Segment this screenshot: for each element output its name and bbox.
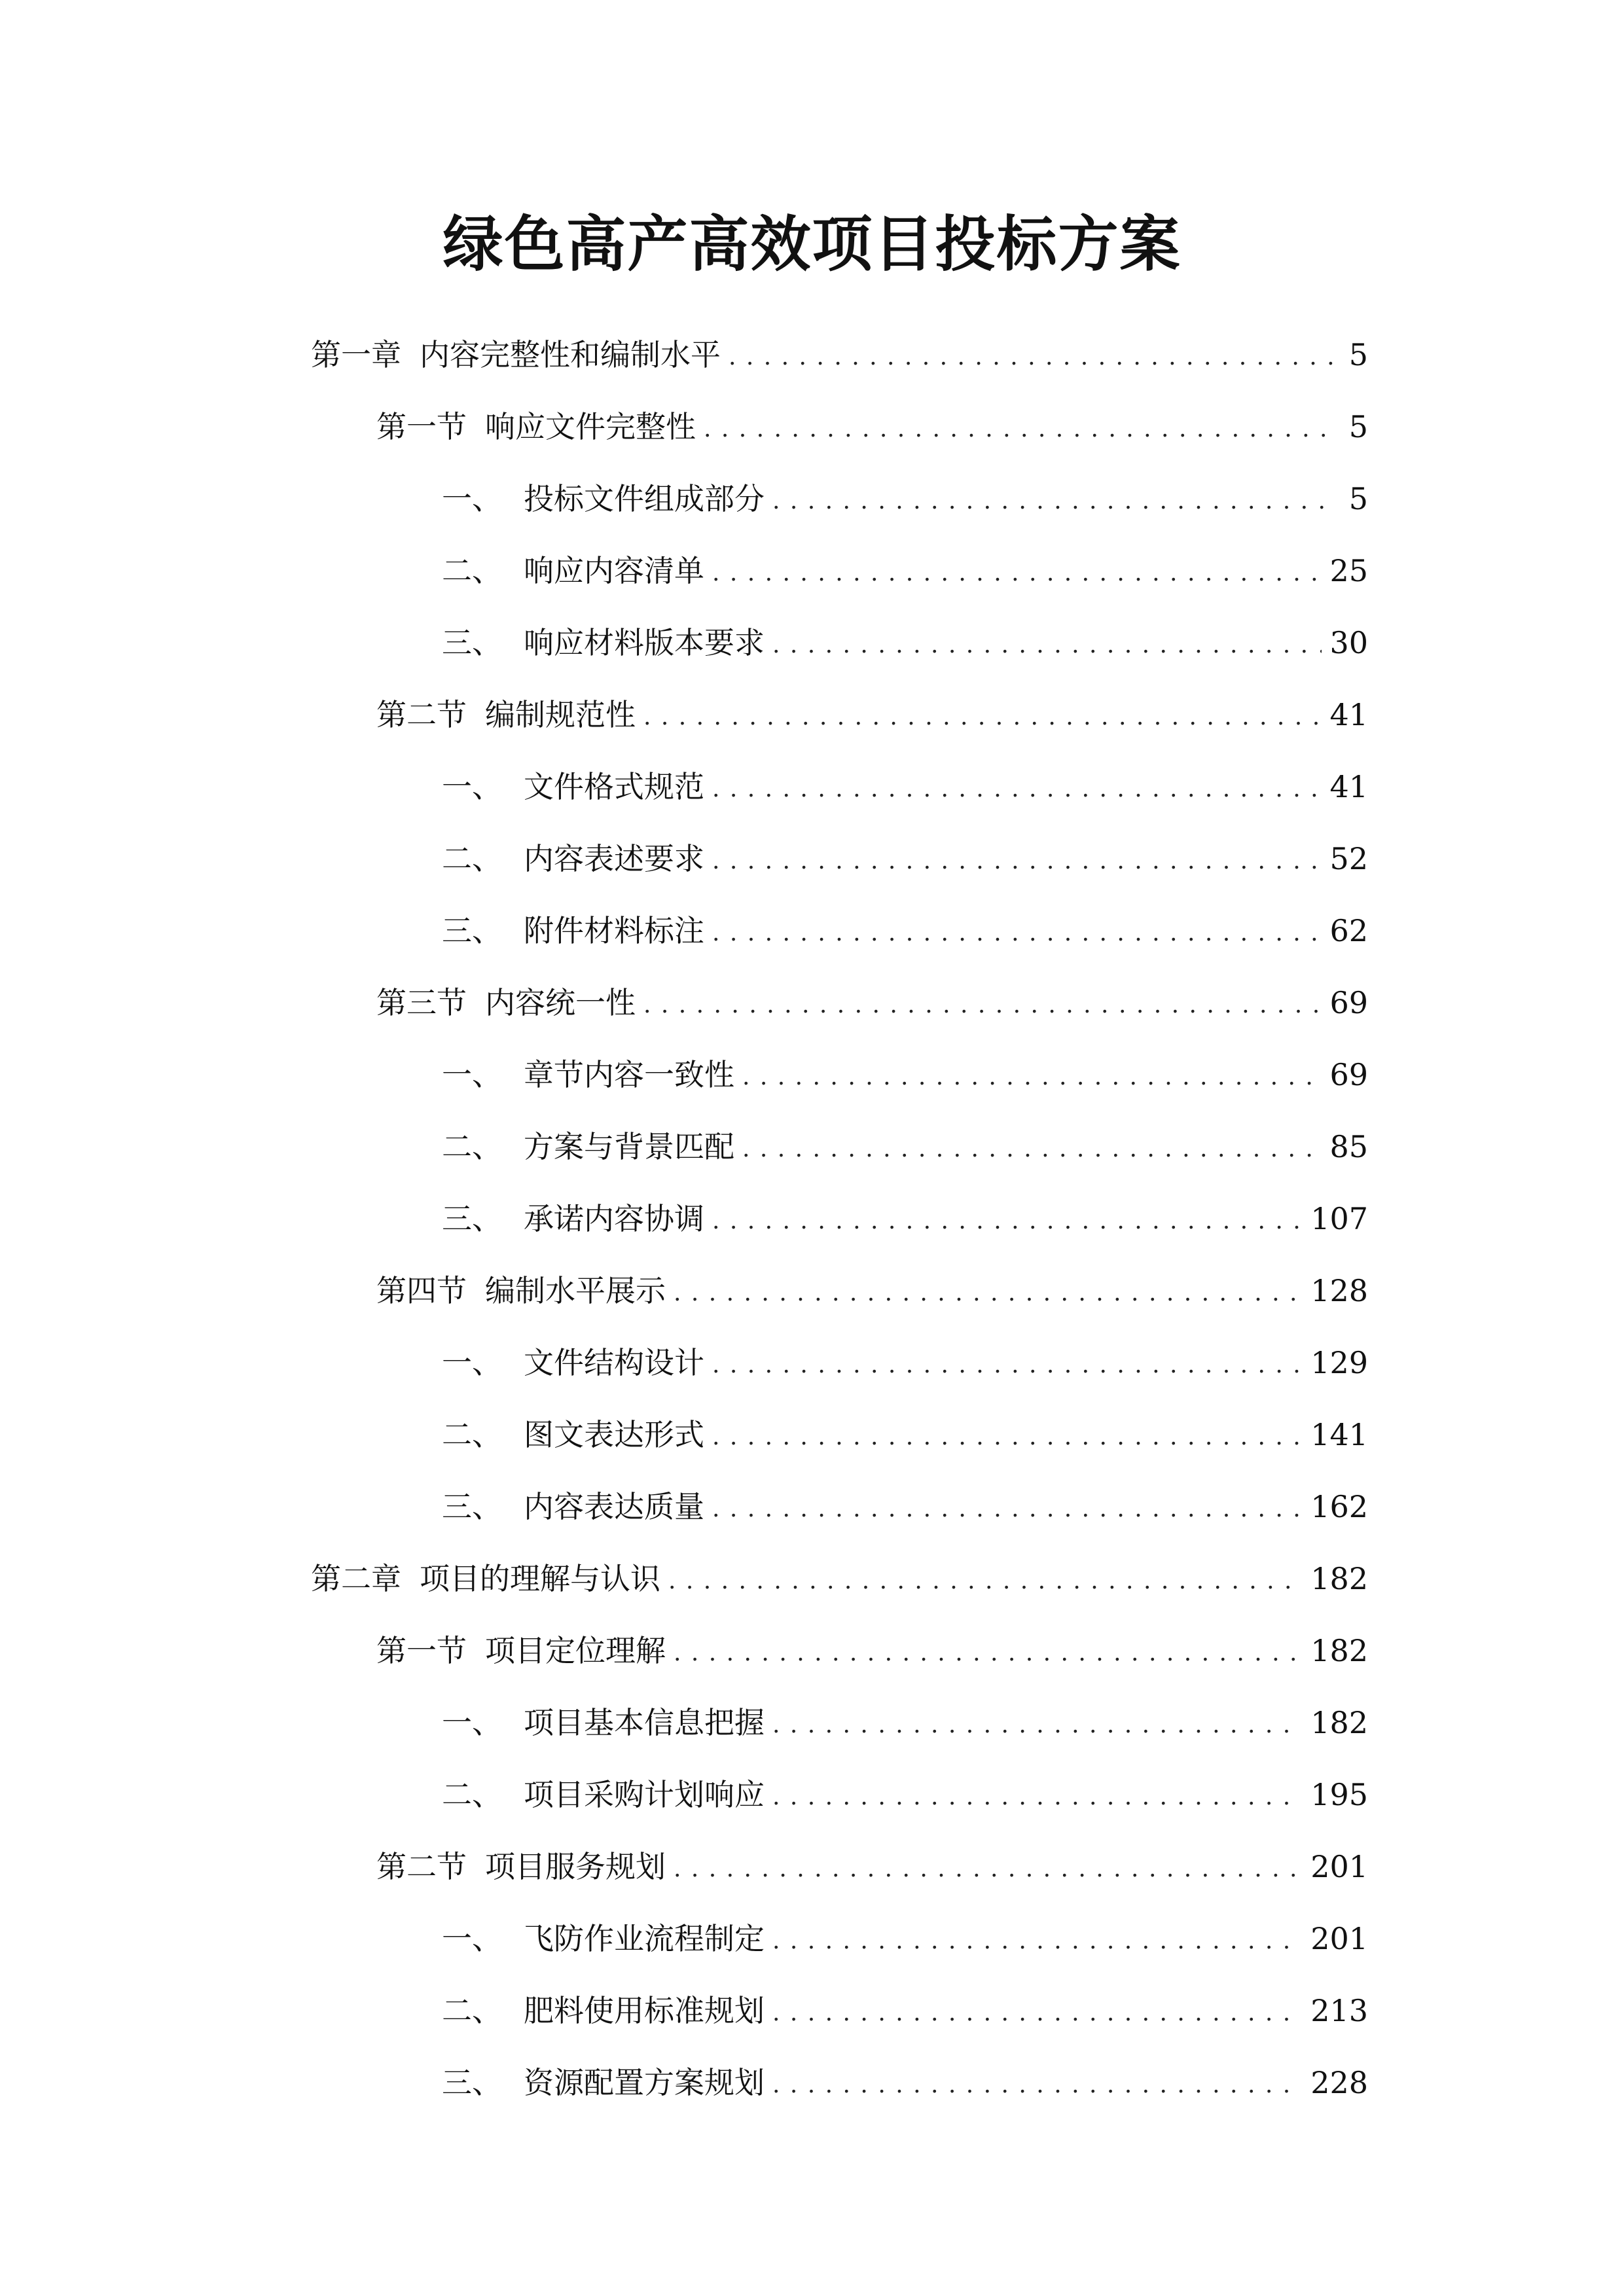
toc-entry-page-number: 129: [1310, 1345, 1368, 1380]
toc-entry-number: 一、: [442, 1705, 502, 1740]
toc-dot-leader: [704, 412, 1334, 446]
toc-dot-leader: [712, 916, 1322, 950]
toc-entry[interactable]: [442, 1762, 1368, 1814]
toc-entry-number: 第二节: [376, 1849, 467, 1884]
toc-entry-number: 二、: [442, 841, 502, 876]
toc-entry-title: 文件结构设计: [524, 1345, 704, 1380]
toc-entry-page-number: 30: [1329, 625, 1368, 660]
toc-entry-page-number: 182: [1310, 1705, 1368, 1740]
toc-entry-number: 二、: [442, 1417, 502, 1452]
toc-entry[interactable]: [442, 826, 1368, 878]
toc-entry-page-number: 41: [1329, 769, 1368, 804]
toc-dot-leader: [772, 1924, 1303, 1958]
toc-entry[interactable]: [376, 970, 1368, 1022]
toc-dot-leader: [712, 772, 1322, 806]
toc-entry-number: 二、: [442, 553, 502, 588]
toc-entry-title: 文件格式规范: [524, 769, 704, 804]
toc-entry-title: 附件材料标注: [524, 913, 704, 948]
toc-dot-leader: [643, 988, 1322, 1022]
toc-entry-page-number: 69: [1329, 1057, 1368, 1092]
toc-entry-number: 一、: [442, 1345, 502, 1380]
toc-entry-page-number: 201: [1310, 1849, 1368, 1884]
toc-entry[interactable]: [376, 1258, 1368, 1310]
toc-entry-page-number: 213: [1310, 1993, 1368, 2028]
toc-entry-number: 第四节: [376, 1273, 467, 1308]
toc-entry[interactable]: [442, 1186, 1368, 1238]
toc-entry[interactable]: [376, 682, 1368, 734]
toc-entry-number: 三、: [442, 625, 502, 660]
toc-entry-number: 三、: [442, 1489, 502, 1524]
toc-entry-title: 项目服务规划: [485, 1849, 666, 1884]
toc-dot-leader: [772, 1708, 1303, 1742]
toc-dot-leader: [668, 1564, 1303, 1598]
toc-entry-title: 投标文件组成部分: [524, 481, 765, 516]
toc-entry-title: 响应文件完整性: [485, 409, 696, 444]
toc-entry-number: 二、: [442, 1993, 502, 2028]
toc-entry-title: 内容统一性: [485, 985, 636, 1020]
toc-entry-title: 章节内容一致性: [524, 1057, 734, 1092]
toc-entry-page-number: 5: [1348, 409, 1368, 444]
toc-entry[interactable]: [442, 1978, 1368, 2030]
toc-entry-page-number: 128: [1310, 1273, 1368, 1308]
toc-entry-title: 内容表述要求: [524, 841, 704, 876]
toc-entry-number: 第一节: [376, 409, 467, 444]
toc-entry-page-number: 201: [1310, 1921, 1368, 1956]
toc-entry-title: 飞防作业流程制定: [524, 1921, 765, 1956]
toc-entry-title: 图文表达形式: [524, 1417, 704, 1452]
toc-entry-title: 项目定位理解: [485, 1633, 666, 1668]
toc-entry-title: 项目采购计划响应: [524, 1777, 765, 1812]
toc-entry-page-number: 182: [1310, 1561, 1368, 1596]
toc-entry-title: 响应材料版本要求: [524, 625, 765, 660]
toc-dot-leader: [772, 1996, 1303, 2030]
toc-entry[interactable]: [376, 394, 1368, 446]
toc-entry-page-number: 69: [1329, 985, 1368, 1020]
toc-entry-number: 第一章: [311, 337, 401, 372]
toc-entry-number: 第二节: [376, 697, 467, 732]
toc-entry[interactable]: [442, 1042, 1368, 1094]
toc-dot-leader: [643, 700, 1322, 734]
toc-entry[interactable]: [311, 322, 1368, 374]
toc-entry-number: 三、: [442, 2065, 502, 2100]
toc-dot-leader: [772, 2068, 1303, 2102]
toc-dot-leader: [674, 1276, 1303, 1310]
toc-dot-leader: [712, 1204, 1303, 1238]
toc-entry-title: 肥料使用标准规划: [524, 1993, 765, 2028]
toc-entry-title: 项目基本信息把握: [524, 1705, 765, 1740]
toc-entry-number: 第二章: [311, 1561, 401, 1596]
toc-entry-title: 内容表达质量: [524, 1489, 704, 1524]
toc-dot-leader: [772, 628, 1322, 662]
toc-entry-number: 二、: [442, 1129, 502, 1164]
toc-dot-leader: [712, 1420, 1303, 1454]
toc-entry-page-number: 182: [1310, 1633, 1368, 1668]
toc-entry-title: 方案与背景匹配: [524, 1129, 734, 1164]
toc-entry-title: 内容完整性和编制水平: [420, 337, 721, 372]
toc-entry-page-number: 62: [1329, 913, 1368, 948]
toc-entry[interactable]: [442, 466, 1368, 518]
toc-entry-number: 第三节: [376, 985, 467, 1020]
toc-entry-number: 一、: [442, 1921, 502, 1956]
toc-dot-leader: [712, 556, 1322, 590]
toc-entry-page-number: 162: [1310, 1489, 1368, 1524]
toc-entry-page-number: 85: [1329, 1129, 1368, 1164]
toc-entry-number: 三、: [442, 913, 502, 948]
toc-dot-leader: [772, 484, 1334, 518]
toc-entry-number: 三、: [442, 1201, 502, 1236]
toc-entry-page-number: 228: [1310, 2065, 1368, 2100]
toc-entry-title: 承诺内容协调: [524, 1201, 704, 1236]
toc-entry[interactable]: [442, 754, 1368, 806]
toc-entry-page-number: 195: [1310, 1777, 1368, 1812]
toc-entry-number: 一、: [442, 481, 502, 516]
toc-entry[interactable]: [442, 898, 1368, 950]
toc-entry-page-number: 5: [1348, 481, 1368, 516]
toc-entry-number: 二、: [442, 1777, 502, 1812]
toc-dot-leader: [742, 1132, 1322, 1166]
toc-entry-page-number: 107: [1310, 1201, 1368, 1236]
toc-entry[interactable]: [442, 1474, 1368, 1526]
document-title: 绿色高产高效项目投标方案: [442, 209, 1182, 279]
toc-entry[interactable]: [442, 2050, 1368, 2102]
toc-entry-title: 资源配置方案规划: [524, 2065, 765, 2100]
toc-entry-title: 响应内容清单: [524, 553, 704, 588]
toc-entry-number: 第一节: [376, 1633, 467, 1668]
toc-entry-number: 一、: [442, 769, 502, 804]
toc-entry[interactable]: [442, 1114, 1368, 1166]
toc-dot-leader: [712, 844, 1322, 878]
toc-entry[interactable]: [442, 1402, 1368, 1454]
toc-dot-leader: [772, 1780, 1303, 1814]
toc-dot-leader: [674, 1636, 1303, 1670]
toc-entry-page-number: 5: [1348, 337, 1368, 372]
toc-entry-page-number: 41: [1329, 697, 1368, 732]
toc-dot-leader: [742, 1060, 1322, 1094]
toc-entry-page-number: 141: [1310, 1417, 1368, 1452]
toc-entry-title: 编制规范性: [485, 697, 636, 732]
toc-dot-leader: [712, 1348, 1303, 1382]
toc-entry[interactable]: [442, 1690, 1368, 1742]
toc-entry[interactable]: [442, 1330, 1368, 1382]
toc-dot-leader: [674, 1852, 1303, 1886]
toc-entry-page-number: 25: [1329, 553, 1368, 588]
toc-entry-title: 项目的理解与认识: [420, 1561, 660, 1596]
toc-dot-leader: [729, 340, 1334, 374]
toc-entry[interactable]: [442, 538, 1368, 590]
toc-entry[interactable]: [442, 610, 1368, 662]
toc-entry[interactable]: [311, 1546, 1368, 1598]
toc-entry[interactable]: [376, 1618, 1368, 1670]
toc-dot-leader: [712, 1492, 1303, 1526]
toc-entry-number: 一、: [442, 1057, 502, 1092]
toc-entry[interactable]: [442, 1906, 1368, 1958]
toc-entry-page-number: 52: [1329, 841, 1368, 876]
toc-entry[interactable]: [376, 1834, 1368, 1886]
toc-entry-title: 编制水平展示: [485, 1273, 666, 1308]
